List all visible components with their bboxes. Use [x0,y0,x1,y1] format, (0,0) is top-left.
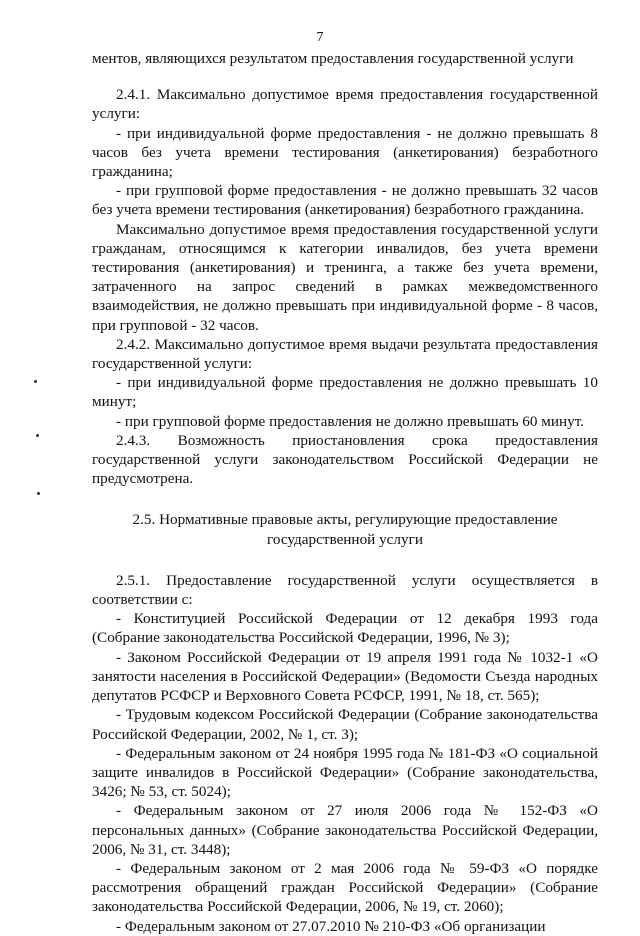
paragraph-continuation: ментов, являющихся результатом предоставления государственной услуги [92,50,574,67]
list-item-152-fz: - Федеральным законом от 27 июля 2006 года № 152-ФЗ «О персональных данных» (Собрание законодательства Российской Федерации, 2006, № 31, ст. 3448); [92,802,598,858]
document-body [92,49,598,936]
paragraph-2-4-1: 2.4.1. Максимально допустимое время предоставления государственной услуги: [92,86,598,123]
list-item-constitution: - Конституцией Российской Федерации от 12 декабря 1993 года (Собрание законодательства Российской Федерации, 1996, № 3); [92,610,598,647]
list-item-59-fz: - Федеральным законом от 2 мая 2006 года № 59-ФЗ «О порядке рассмотрения обращений граждан Российской Федерации» (Собрание законодательства Российской Федерации, 2006, № 19, ст. 2060); [92,859,598,916]
paragraph-disabled-persons: Максимально допустимое время предоставления государственной услуги гражданам, относящимся к категории инвалидов, без учета времени тестирования (анкетирования) и тренинга, а также без учета времени, затраченного на запрос сведений в рамках межведомственного взаимодействия, не должно превышать при индивидуальной форме - 8 часов, при групповой - 32 часов. [92,220,598,334]
paragraph-individual-form: - при индивидуальной форме предоставления - не должно превышать 8 часов без учета времени тестирования (анкетирования) безработного гражданина; [92,124,598,181]
scan-speck [34,380,37,383]
scan-speck [36,434,39,437]
list-item-210-fz: - Федеральным законом от 27.07.2010 № 210-ФЗ «Об организации [116,917,546,935]
paragraph-2-5-1: 2.5.1. Предоставление государственной услуги осуществляется в соответствии с: [92,571,598,609]
list-item-181-fz: - Федеральным законом от 24 ноября 1995 года № 181-ФЗ «О социальной защите инвалидов в Российской Федерации» (Собрание законодательства, 3426; № 53, ст. 5024); [92,744,598,801]
paragraph-individual-10min: - при индивидуальной форме предоставления не должно превышать 10 минут; [92,374,598,411]
page-number: 7 [316,30,324,45]
scan-speck [37,492,40,495]
section-heading-2-5: 2.5. Нормативные правовые акты, регулирующие предоставление государственной услуги [132,511,558,548]
list-item-labor-code: - Трудовым кодексом Российской Федерации (Собрание законодательства Российской Федерации, 2002, № 1, ст. 3); [92,706,598,743]
paragraph-2-4-3: 2.4.3. Возможность приостановления срока предоставления государственной услуги законодательством Российской Федерации не предусмотрена. [92,431,598,488]
paragraph-2-4-2: 2.4.2. Максимально допустимое время выдачи результата предоставления государственной услуги: [92,335,598,373]
paragraph-group-60min: - при групповой форме предоставления не должно превышать 60 минут. [116,412,585,430]
paragraph-group-form: - при групповой форме предоставления - не должно превышать 32 часов без учета времени тестирования (анкетирования) безработного гражданина. [92,182,598,219]
list-item-employment-law: - Законом Российской Федерации от 19 апреля 1991 года № 1032-1 «О занятости населения в Российской Федерации» (Ведомости Съезда народных депутатов РСФСР и Верховного Совета РСФСР, 1991, № 18, ст. 565); [92,648,598,705]
